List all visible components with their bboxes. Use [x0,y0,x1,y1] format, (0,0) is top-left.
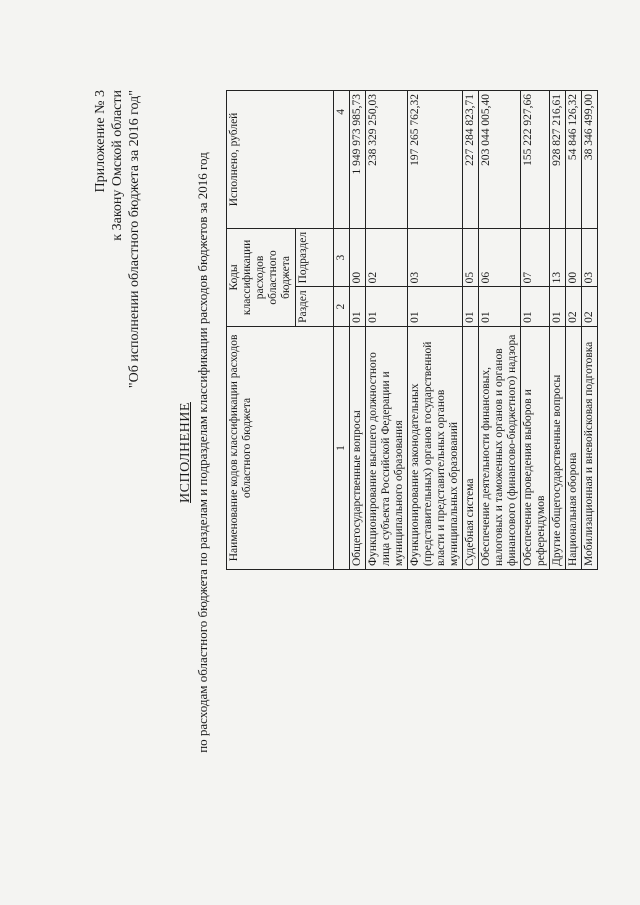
table-row [521,91,550,570]
column-header-section: Раздел [296,287,334,327]
table-row [366,91,408,570]
row-amount: 197 265 762,32 [408,91,463,229]
column-numbers-row [334,91,350,570]
table-row [463,91,479,570]
header-row [227,91,296,570]
column-number: 1 [334,326,350,569]
row-name: Обеспечение проведения выборов и референдумов [521,326,550,569]
row-section: 01 [550,287,566,327]
document-title: ИСПОЛНЕНИЕ [178,402,193,503]
row-subsection: 00 [350,228,366,286]
row-section: 01 [479,287,521,327]
row-amount: 238 329 250,03 [366,91,408,229]
row-subsection: 05 [463,228,479,286]
row-name: Обеспечение деятельности финансовых, налоговых и таможенных органов и органов финансового (финансово-бюджетного) надзора [479,326,521,569]
table-row [550,91,566,570]
appendix-number: Приложение № 3 [93,90,108,193]
row-amount: 227 284 823,71 [463,91,479,229]
row-amount: 38 346 499,00 [582,91,598,229]
appendix-header [92,90,143,388]
column-number: 3 [334,228,350,286]
row-subsection: 02 [366,228,408,286]
row-name: Судебная система [463,326,479,569]
column-header-subsection: Подраздел [296,228,334,286]
row-subsection: 03 [408,228,463,286]
row-subsection: 00 [566,228,582,286]
row-section: 01 [366,287,408,327]
table-row [582,91,598,570]
row-section: 01 [408,287,463,327]
row-section: 02 [582,287,598,327]
table-row [350,91,366,570]
row-name: Национальная оборона [566,326,582,569]
row-amount: 203 044 005,40 [479,91,521,229]
row-subsection: 03 [582,228,598,286]
appendix-law-title: "Об исполнении областного бюджета за 2016 год" [127,90,142,389]
document-subtitle: по расходам областного бюджета по разделам и подразделам классификации расходов бюджетов за 2016 год [195,152,210,753]
column-header-name: Наименование кодов классификации расходов областного бюджета [227,326,334,569]
row-subsection: 06 [479,228,521,286]
row-amount: 54 846 126,32 [566,91,582,229]
row-name: Общегосударственные вопросы [350,326,366,569]
column-header-amount: Исполнено, рублей [227,91,334,229]
table-row [566,91,582,570]
row-subsection: 13 [550,228,566,286]
table-row [479,91,521,570]
row-name: Мобилизационная и вневойсковая подготовка [582,326,598,569]
row-subsection: 07 [521,228,550,286]
row-amount: 155 222 927,66 [521,91,550,229]
appendix-law: к Закону Омской области [110,90,125,241]
table-row [408,91,463,570]
column-header-codes: Коды классификации расходов областного бюджета [227,228,296,326]
row-section: 02 [566,287,582,327]
row-name: Функционирование законодательных (представительных) органов государственной власти и представительных органов муниципальных образований [408,326,463,569]
budget-table [226,90,598,570]
row-amount: 1 949 973 985,73 [350,91,366,229]
row-section: 01 [521,287,550,327]
column-number: 4 [334,91,350,229]
row-name: Функционирование высшего должностного лица субъекта Российской Федерации и муниципального образования [366,326,408,569]
row-section: 01 [350,287,366,327]
row-section: 01 [463,287,479,327]
column-number: 2 [334,287,350,327]
row-amount: 928 827 216,61 [550,91,566,229]
row-name: Другие общегосударственные вопросы [550,326,566,569]
